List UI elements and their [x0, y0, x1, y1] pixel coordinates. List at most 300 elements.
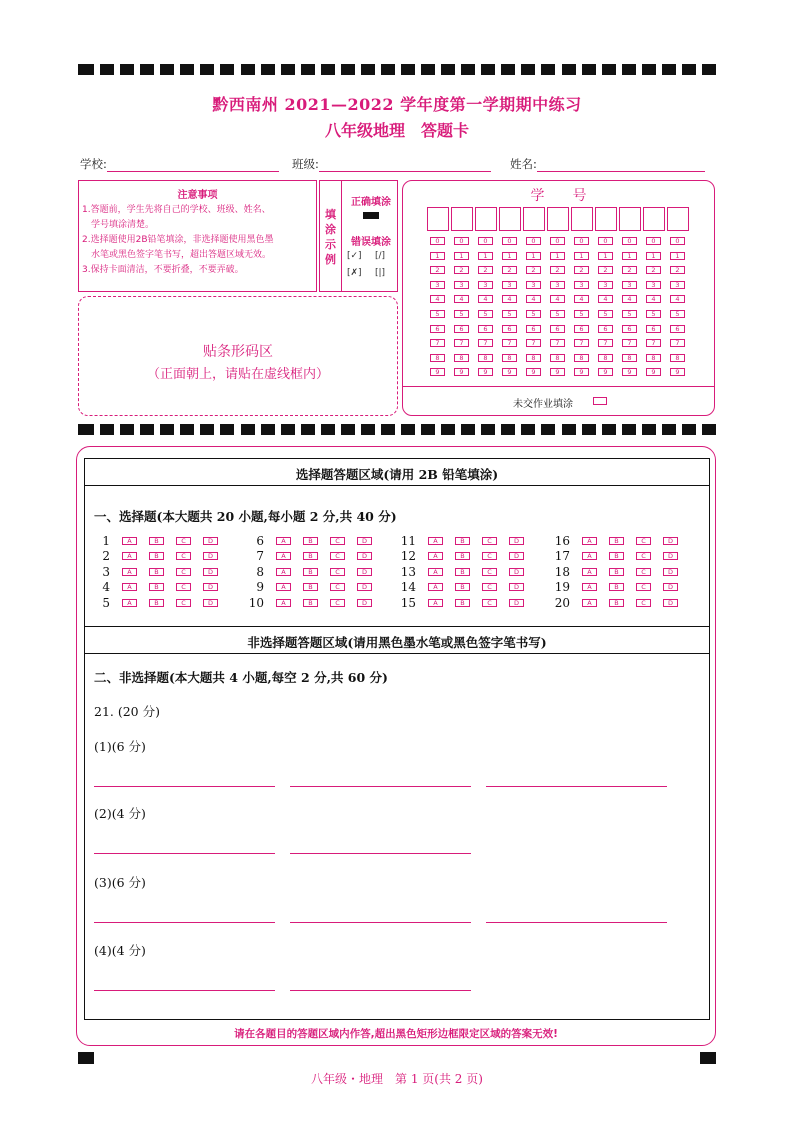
timing-mark [220, 424, 234, 435]
digit-bubble[interactable]: 5 [574, 310, 589, 318]
school-field[interactable] [80, 156, 279, 172]
option-bubble[interactable]: C [636, 568, 651, 576]
nonchoice-section-title: 二、非选择题(本大题共 4 小题,每空 2 分,共 60 分) [94, 670, 388, 685]
notes-line: 2.选择题使用2B铅笔填涂，非选择题使用黑色墨 [82, 235, 274, 245]
option-bubble[interactable]: D [509, 583, 524, 591]
student-number-cell[interactable] [595, 207, 617, 231]
digit-bubble[interactable]: 5 [526, 310, 541, 318]
digit-bubble[interactable]: 1 [646, 252, 661, 260]
option-bubble[interactable]: B [609, 599, 624, 607]
digit-bubble[interactable]: 5 [598, 310, 613, 318]
digit-bubble[interactable]: 1 [574, 252, 589, 260]
option-bubble[interactable]: B [303, 568, 318, 576]
digit-bubble[interactable]: 7 [430, 339, 445, 347]
digit-bubble[interactable]: 3 [550, 281, 565, 289]
digit-bubble[interactable]: 1 [550, 252, 565, 260]
option-bubble[interactable]: B [455, 552, 470, 560]
absent-label: 未交作业填涂 [513, 399, 573, 410]
student-number-cell[interactable] [619, 207, 641, 231]
digit-bubble[interactable]: 4 [598, 295, 613, 303]
digit-bubble[interactable]: 6 [622, 325, 637, 333]
option-bubble[interactable]: D [357, 568, 372, 576]
digit-bubble[interactable]: 0 [622, 237, 637, 245]
option-bubble[interactable]: D [663, 599, 678, 607]
option-bubble[interactable]: A [122, 583, 137, 591]
school-label: 学校: [80, 157, 107, 171]
digit-bubble[interactable]: 8 [598, 354, 613, 362]
timing-mark [200, 424, 214, 435]
option-bubble[interactable]: C [636, 583, 651, 591]
vlabel-char: 涂 [325, 223, 336, 236]
student-number-cell[interactable] [643, 207, 665, 231]
timing-mark [441, 424, 455, 435]
question-number: 10 [248, 595, 264, 610]
wrong-fill-label: 错误填涂 [351, 237, 391, 248]
answer-line[interactable] [290, 922, 471, 923]
footer-warning: 请在各题目的答题区域内作答,超出黑色矩形边框限定区域的答案无效! [234, 1028, 558, 1040]
option-bubble[interactable]: C [176, 599, 191, 607]
page-subtitle: 八年级地理 答题卡 [324, 121, 469, 140]
digit-bubble[interactable]: 3 [478, 281, 493, 289]
option-bubble[interactable]: D [663, 568, 678, 576]
question-number: 19 [554, 580, 570, 595]
digit-bubble[interactable]: 2 [622, 266, 637, 274]
answer-line[interactable] [94, 853, 275, 854]
timing-mark [241, 64, 255, 75]
digit-bubble[interactable]: 3 [526, 281, 541, 289]
digit-bubble[interactable]: 7 [550, 339, 565, 347]
choice-section-title: 一、选择题(本大题共 20 小题,每小题 2 分,共 40 分) [94, 509, 397, 524]
part-4-label: (4)(4 分) [94, 943, 146, 958]
option-bubble[interactable]: B [149, 537, 164, 545]
timing-mark [361, 64, 375, 75]
option-bubble[interactable]: B [303, 583, 318, 591]
timing-mark [662, 424, 676, 435]
option-bubble[interactable]: C [330, 537, 345, 545]
question-number: 20 [554, 595, 570, 610]
digit-bubble[interactable]: 8 [670, 354, 685, 362]
digit-bubble[interactable]: 8 [430, 354, 445, 362]
timing-mark [582, 424, 596, 435]
digit-bubble[interactable]: 9 [550, 368, 565, 376]
option-bubble[interactable]: B [149, 583, 164, 591]
option-bubble[interactable]: D [203, 583, 218, 591]
question-number: 16 [554, 534, 570, 548]
option-bubble[interactable]: A [582, 568, 597, 576]
digit-bubble[interactable]: 4 [670, 295, 685, 303]
digit-bubble[interactable]: 9 [598, 368, 613, 376]
digit-bubble[interactable]: 8 [454, 354, 469, 362]
digit-bubble[interactable]: 2 [502, 266, 517, 274]
digit-bubble[interactable]: 5 [550, 310, 565, 318]
digit-bubble[interactable]: 0 [478, 237, 493, 245]
digit-bubble[interactable]: 0 [502, 237, 517, 245]
timing-mark [521, 424, 535, 435]
question-number: 1 [102, 534, 110, 548]
wrong-fill-mark: [|] [375, 268, 386, 278]
digit-bubble[interactable]: 9 [622, 368, 637, 376]
student-number-title: 学 号 [530, 188, 587, 204]
option-bubble[interactable]: D [509, 568, 524, 576]
question-number: 4 [102, 580, 110, 595]
option-bubble[interactable]: A [276, 552, 291, 560]
digit-bubble[interactable]: 0 [430, 237, 445, 245]
option-bubble[interactable]: B [149, 552, 164, 560]
digit-bubble[interactable]: 9 [502, 368, 517, 376]
question-number: 9 [256, 580, 264, 595]
vlabel-char: 示 [325, 238, 336, 251]
answer-line[interactable] [94, 786, 275, 787]
digit-bubble[interactable]: 2 [550, 266, 565, 274]
digit-bubble[interactable]: 9 [454, 368, 469, 376]
option-bubble[interactable]: A [428, 552, 443, 560]
timing-mark [622, 64, 636, 75]
digit-bubble[interactable]: 6 [526, 325, 541, 333]
timing-mark [401, 64, 415, 75]
digit-bubble[interactable]: 8 [502, 354, 517, 362]
option-bubble[interactable]: B [455, 537, 470, 545]
option-bubble[interactable]: C [636, 599, 651, 607]
option-bubble[interactable]: A [276, 599, 291, 607]
digit-bubble[interactable]: 6 [550, 325, 565, 333]
option-bubble[interactable]: C [330, 552, 345, 560]
digit-bubble[interactable]: 0 [670, 237, 685, 245]
option-bubble[interactable]: C [176, 583, 191, 591]
digit-bubble[interactable]: 6 [478, 325, 493, 333]
timing-mark [160, 424, 174, 435]
notes-box [78, 180, 317, 292]
option-bubble[interactable]: A [122, 599, 137, 607]
name-field[interactable] [510, 156, 705, 172]
digit-bubble[interactable]: 6 [670, 325, 685, 333]
digit-bubble[interactable]: 8 [550, 354, 565, 362]
option-bubble[interactable]: B [609, 537, 624, 545]
digit-bubble[interactable]: 6 [598, 325, 613, 333]
option-bubble[interactable]: A [122, 552, 137, 560]
class-underline [319, 160, 491, 172]
option-bubble[interactable]: C [482, 537, 497, 545]
timing-mark [281, 424, 295, 435]
digit-bubble[interactable]: 3 [502, 281, 517, 289]
digit-bubble[interactable]: 5 [622, 310, 637, 318]
vlabel-char: 填 [325, 208, 336, 221]
student-number-cell[interactable] [571, 207, 593, 231]
timing-mark [180, 424, 194, 435]
digit-bubble[interactable]: 2 [526, 266, 541, 274]
option-bubble[interactable]: A [122, 568, 137, 576]
timing-mark [381, 424, 395, 435]
digit-bubble[interactable]: 5 [646, 310, 661, 318]
option-bubble[interactable]: D [357, 537, 372, 545]
digit-bubble[interactable]: 4 [454, 295, 469, 303]
digit-bubble[interactable]: 3 [670, 281, 685, 289]
timing-mark [662, 64, 676, 75]
digit-bubble[interactable]: 2 [670, 266, 685, 274]
option-bubble[interactable]: B [455, 583, 470, 591]
option-bubble[interactable]: B [149, 568, 164, 576]
digit-bubble[interactable]: 1 [670, 252, 685, 260]
notes-line: 1.答题前，学生先将自己的学校、班级、姓名、 [82, 205, 271, 215]
digit-bubble[interactable]: 7 [502, 339, 517, 347]
option-bubble[interactable]: C [176, 568, 191, 576]
timing-mark [541, 64, 555, 75]
digit-bubble[interactable]: 1 [454, 252, 469, 260]
option-bubble[interactable]: C [330, 599, 345, 607]
answer-line[interactable] [94, 990, 275, 991]
digit-bubble[interactable]: 1 [598, 252, 613, 260]
digit-bubble[interactable]: 0 [574, 237, 589, 245]
option-bubble[interactable]: B [609, 583, 624, 591]
timing-mark [78, 424, 94, 435]
option-bubble[interactable]: A [428, 537, 443, 545]
digit-bubble[interactable]: 8 [622, 354, 637, 362]
digit-bubble[interactable]: 6 [574, 325, 589, 333]
barcode-label: 贴条形码区 [203, 344, 273, 360]
digit-bubble[interactable]: 9 [430, 368, 445, 376]
option-bubble[interactable]: B [455, 599, 470, 607]
notes-list [79, 203, 316, 278]
timing-mark [642, 64, 656, 75]
option-bubble[interactable]: B [303, 537, 318, 545]
digit-bubble[interactable]: 2 [598, 266, 613, 274]
digit-bubble[interactable]: 8 [526, 354, 541, 362]
timing-mark [78, 64, 94, 75]
option-bubble[interactable]: A [276, 583, 291, 591]
option-bubble[interactable]: B [149, 599, 164, 607]
option-bubble[interactable]: D [509, 552, 524, 560]
choice-header-row [84, 458, 710, 486]
digit-bubble[interactable]: 6 [502, 325, 517, 333]
digit-bubble[interactable]: 1 [526, 252, 541, 260]
answer-line[interactable] [94, 922, 275, 923]
option-bubble[interactable]: D [509, 537, 524, 545]
digit-bubble[interactable]: 4 [622, 295, 637, 303]
vlabel-char: 例 [325, 253, 336, 266]
digit-bubble[interactable]: 6 [646, 325, 661, 333]
correct-fill-mark [363, 212, 379, 219]
digit-bubble[interactable]: 8 [478, 354, 493, 362]
student-number-cell[interactable] [499, 207, 521, 231]
option-bubble[interactable]: D [509, 599, 524, 607]
option-bubble[interactable]: C [482, 568, 497, 576]
option-bubble[interactable]: D [663, 583, 678, 591]
fill-example-vertical-label [320, 181, 342, 291]
digit-bubble[interactable]: 0 [454, 237, 469, 245]
digit-bubble[interactable]: 5 [430, 310, 445, 318]
digit-bubble[interactable]: 8 [574, 354, 589, 362]
option-bubble[interactable]: D [357, 552, 372, 560]
option-bubble[interactable]: C [482, 552, 497, 560]
option-bubble[interactable]: A [428, 583, 443, 591]
option-bubble[interactable]: D [203, 568, 218, 576]
option-bubble[interactable]: D [357, 583, 372, 591]
digit-bubble[interactable]: 9 [574, 368, 589, 376]
name-label: 姓名: [510, 157, 537, 171]
option-bubble[interactable]: A [428, 599, 443, 607]
option-bubble[interactable]: D [663, 552, 678, 560]
option-bubble[interactable]: D [357, 599, 372, 607]
digit-bubble[interactable]: 8 [646, 354, 661, 362]
digit-bubble[interactable]: 7 [574, 339, 589, 347]
digit-bubble[interactable]: 3 [646, 281, 661, 289]
option-bubble[interactable]: A [276, 537, 291, 545]
option-bubble[interactable]: A [582, 599, 597, 607]
digit-bubble[interactable]: 4 [526, 295, 541, 303]
notes-title: 注意事项 [177, 190, 218, 201]
option-bubble[interactable]: C [176, 552, 191, 560]
answer-line[interactable] [290, 786, 471, 787]
digit-bubble[interactable]: 7 [478, 339, 493, 347]
digit-bubble[interactable]: 9 [646, 368, 661, 376]
corner-mark [700, 1052, 716, 1064]
digit-bubble[interactable]: 1 [478, 252, 493, 260]
timing-mark [481, 424, 495, 435]
answer-line[interactable] [290, 990, 471, 991]
timing-mark [622, 424, 636, 435]
answer-line[interactable] [290, 853, 471, 854]
question-number: 15 [400, 595, 416, 610]
option-bubble[interactable]: D [663, 537, 678, 545]
digit-bubble[interactable]: 3 [454, 281, 469, 289]
class-field[interactable] [292, 156, 491, 172]
timing-mark [602, 424, 616, 435]
timing-mark [541, 424, 555, 435]
option-bubble[interactable]: B [609, 552, 624, 560]
digit-bubble[interactable]: 3 [574, 281, 589, 289]
digit-bubble[interactable]: 9 [478, 368, 493, 376]
timing-mark [702, 424, 716, 435]
option-bubble[interactable]: C [330, 568, 345, 576]
digit-bubble[interactable]: 6 [454, 325, 469, 333]
option-bubble[interactable]: C [330, 583, 345, 591]
digit-bubble[interactable]: 7 [454, 339, 469, 347]
option-bubble[interactable]: C [482, 583, 497, 591]
option-bubble[interactable]: D [203, 552, 218, 560]
option-bubble[interactable]: B [303, 552, 318, 560]
digit-bubble[interactable]: 4 [574, 295, 589, 303]
digit-bubble[interactable]: 4 [430, 295, 445, 303]
digit-bubble[interactable]: 3 [598, 281, 613, 289]
option-bubble[interactable]: C [636, 552, 651, 560]
barcode-area[interactable] [78, 296, 398, 416]
divider [403, 386, 714, 387]
option-bubble[interactable]: A [582, 537, 597, 545]
question-number: 18 [554, 564, 570, 579]
option-bubble[interactable]: C [636, 537, 651, 545]
option-bubble[interactable]: C [176, 537, 191, 545]
choice-header: 选择题答题区域(请用 2B 铅笔填涂) [295, 467, 499, 482]
answer-line[interactable] [486, 786, 667, 787]
digit-bubble[interactable]: 9 [670, 368, 685, 376]
digit-bubble[interactable]: 0 [646, 237, 661, 245]
digit-bubble[interactable]: 7 [622, 339, 637, 347]
option-bubble[interactable]: A [428, 568, 443, 576]
timing-mark [321, 64, 335, 75]
option-bubble[interactable]: A [582, 552, 597, 560]
student-number-cell[interactable] [547, 207, 569, 231]
digit-bubble[interactable]: 5 [502, 310, 517, 318]
question-number: 11 [400, 534, 416, 548]
name-underline [537, 160, 705, 172]
digit-bubble[interactable]: 5 [670, 310, 685, 318]
digit-bubble[interactable]: 5 [454, 310, 469, 318]
timing-mark [100, 64, 114, 75]
digit-bubble[interactable]: 9 [526, 368, 541, 376]
digit-bubble[interactable]: 0 [526, 237, 541, 245]
digit-bubble[interactable]: 2 [478, 266, 493, 274]
timing-mark [100, 424, 114, 435]
digit-bubble[interactable]: 4 [502, 295, 517, 303]
timing-mark [361, 424, 375, 435]
option-bubble[interactable]: A [122, 537, 137, 545]
option-bubble[interactable]: B [455, 568, 470, 576]
digit-bubble[interactable]: 3 [430, 281, 445, 289]
timing-mark [120, 64, 134, 75]
digit-bubble[interactable]: 0 [550, 237, 565, 245]
digit-bubble[interactable]: 5 [478, 310, 493, 318]
option-bubble[interactable]: C [482, 599, 497, 607]
digit-bubble[interactable]: 4 [646, 295, 661, 303]
digit-bubble[interactable]: 2 [454, 266, 469, 274]
option-bubble[interactable]: A [276, 568, 291, 576]
absent-checkbox[interactable] [593, 397, 607, 405]
digit-bubble[interactable]: 4 [478, 295, 493, 303]
digit-bubble[interactable]: 7 [526, 339, 541, 347]
correct-fill-label: 正确填涂 [351, 197, 391, 208]
student-number-cell[interactable] [523, 207, 545, 231]
digit-bubble[interactable]: 3 [622, 281, 637, 289]
digit-bubble[interactable]: 7 [598, 339, 613, 347]
corner-mark [78, 1052, 94, 1064]
option-bubble[interactable]: A [582, 583, 597, 591]
question-number: 14 [400, 580, 416, 595]
option-bubble[interactable]: B [303, 599, 318, 607]
digit-bubble[interactable]: 7 [646, 339, 661, 347]
digit-bubble[interactable]: 6 [430, 325, 445, 333]
timing-mark [562, 64, 576, 75]
digit-bubble[interactable]: 0 [598, 237, 613, 245]
digit-bubble[interactable]: 2 [574, 266, 589, 274]
student-number-cell[interactable] [667, 207, 689, 231]
timing-mark [702, 64, 716, 75]
timing-mark [682, 64, 696, 75]
student-number-cell[interactable] [427, 207, 449, 231]
digit-bubble[interactable]: 7 [670, 339, 685, 347]
middle-timing-marks [78, 424, 716, 435]
timing-mark [301, 64, 315, 75]
timing-mark [642, 424, 656, 435]
student-number-box [402, 180, 715, 416]
timing-mark [281, 64, 295, 75]
digit-bubble[interactable]: 1 [622, 252, 637, 260]
option-bubble[interactable]: D [203, 599, 218, 607]
digit-bubble[interactable]: 1 [502, 252, 517, 260]
digit-bubble[interactable]: 2 [646, 266, 661, 274]
digit-bubble[interactable]: 1 [430, 252, 445, 260]
digit-bubble[interactable]: 2 [430, 266, 445, 274]
nonchoice-header-row [84, 626, 710, 654]
option-bubble[interactable]: D [203, 537, 218, 545]
timing-mark [441, 64, 455, 75]
answer-line[interactable] [486, 922, 667, 923]
option-bubble[interactable]: B [609, 568, 624, 576]
timing-mark [421, 64, 435, 75]
digit-bubble[interactable]: 4 [550, 295, 565, 303]
student-number-cell[interactable] [451, 207, 473, 231]
part-3-label: (3)(6 分) [94, 875, 146, 890]
student-number-cell[interactable] [475, 207, 497, 231]
timing-mark [501, 64, 515, 75]
